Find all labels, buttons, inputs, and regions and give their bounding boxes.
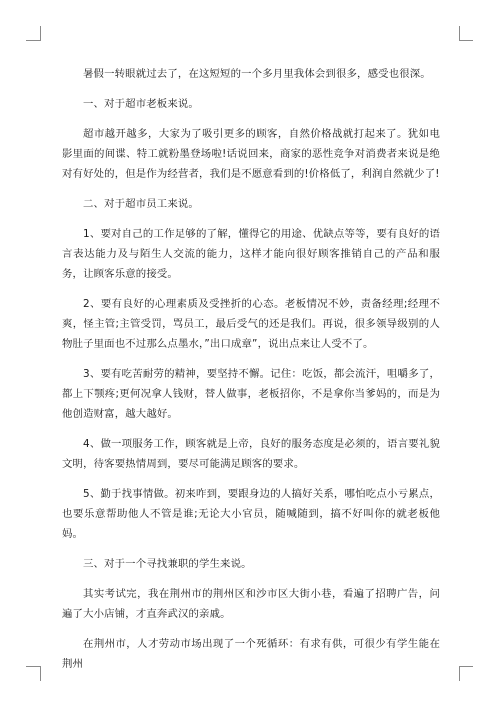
staff-point-1: 1、要对自己的工作足够的了解，懂得它的用途、优缺点等等，要有良好的语言表达能力及与陌生人交流的能力，这样才能向很好顾客推销自己的产品和服务，让顾客乐意的接受。 <box>62 228 440 280</box>
staff-point-5: 5、勤于找事情做。初来咋到，要跟身边的人搞好关系，哪怕吃点小亏累点，也要乐意帮助他人不管是谁;无论大小官员，随喊随到，搞不好叫你的就老板他妈。 <box>62 488 440 540</box>
crop-mark-top-left-vertical <box>40 26 41 41</box>
staff-point-3: 3、要有吃苦耐劳的精神，要坚持不懈。记住：吃饭，都会流汗，咀嚼多了，都上下颚疼;更何况拿人钱财，替人做事，老板招你，不是拿你当爹妈的，而是为他创造财富，越大越好。 <box>62 368 440 420</box>
intro-paragraph: 暑假一转眼就过去了，在这短短的一个多月里我体会到很多，感受也很深。 <box>83 68 431 80</box>
student-paragraph-1: 其实考试完，我在荆州市的荆州区和沙市区大街小巷，看遍了招聘广告，问遍了大小店铺，才直奔武汉的亲戚。 <box>62 588 440 620</box>
crop-mark-bottom-right-horizontal <box>459 666 473 667</box>
section-heading-staff: 二、对于超市员工来说。 <box>83 198 199 210</box>
section-heading-student: 三、对于一个寻找兼职的学生来说。 <box>83 558 252 570</box>
crop-mark-bottom-left-vertical <box>40 666 41 681</box>
crop-mark-top-right-vertical <box>459 26 460 41</box>
section-heading-owner: 一、对于超市老板来说。 <box>83 98 199 110</box>
staff-point-2: 2、要有良好的心理素质及受挫折的心态。老板情况不妙，责备经理;经理不爽，怪主管;主管受罚，骂员工，最后受气的还是我们。再说，很多领导级别的人物肚子里面也不过那么点墨水，”出口成章”，说出点来让人受不了。 <box>62 298 440 350</box>
crop-mark-top-right-horizontal <box>459 40 473 41</box>
crop-mark-bottom-left-horizontal <box>26 666 40 667</box>
crop-mark-top-left-horizontal <box>26 40 40 41</box>
document-body <box>62 64 440 684</box>
crop-mark-bottom-right-vertical <box>459 666 460 681</box>
staff-point-4: 4、做一项服务工作，顾客就是上帝，良好的服务态度是必须的，语言要礼貌文明，待客要热情周到，要尽可能满足顾客的要求。 <box>62 438 440 470</box>
owner-paragraph: 超市越开越多，大家为了吸引更多的顾客，自然价格战就打起来了。犹如电影里面的间谍、特工就粉墨登场啦!话说回来，商家的恶性竞争对消费者来说是绝对有好处的，但是作为经营者，我们是不愿意看到的!价格低了，利润自然就少了! <box>62 128 440 180</box>
student-paragraph-2: 在荆州市，人才劳动市场出现了一个死循环：有求有供，可很少有学生能在荆州 <box>62 638 440 670</box>
